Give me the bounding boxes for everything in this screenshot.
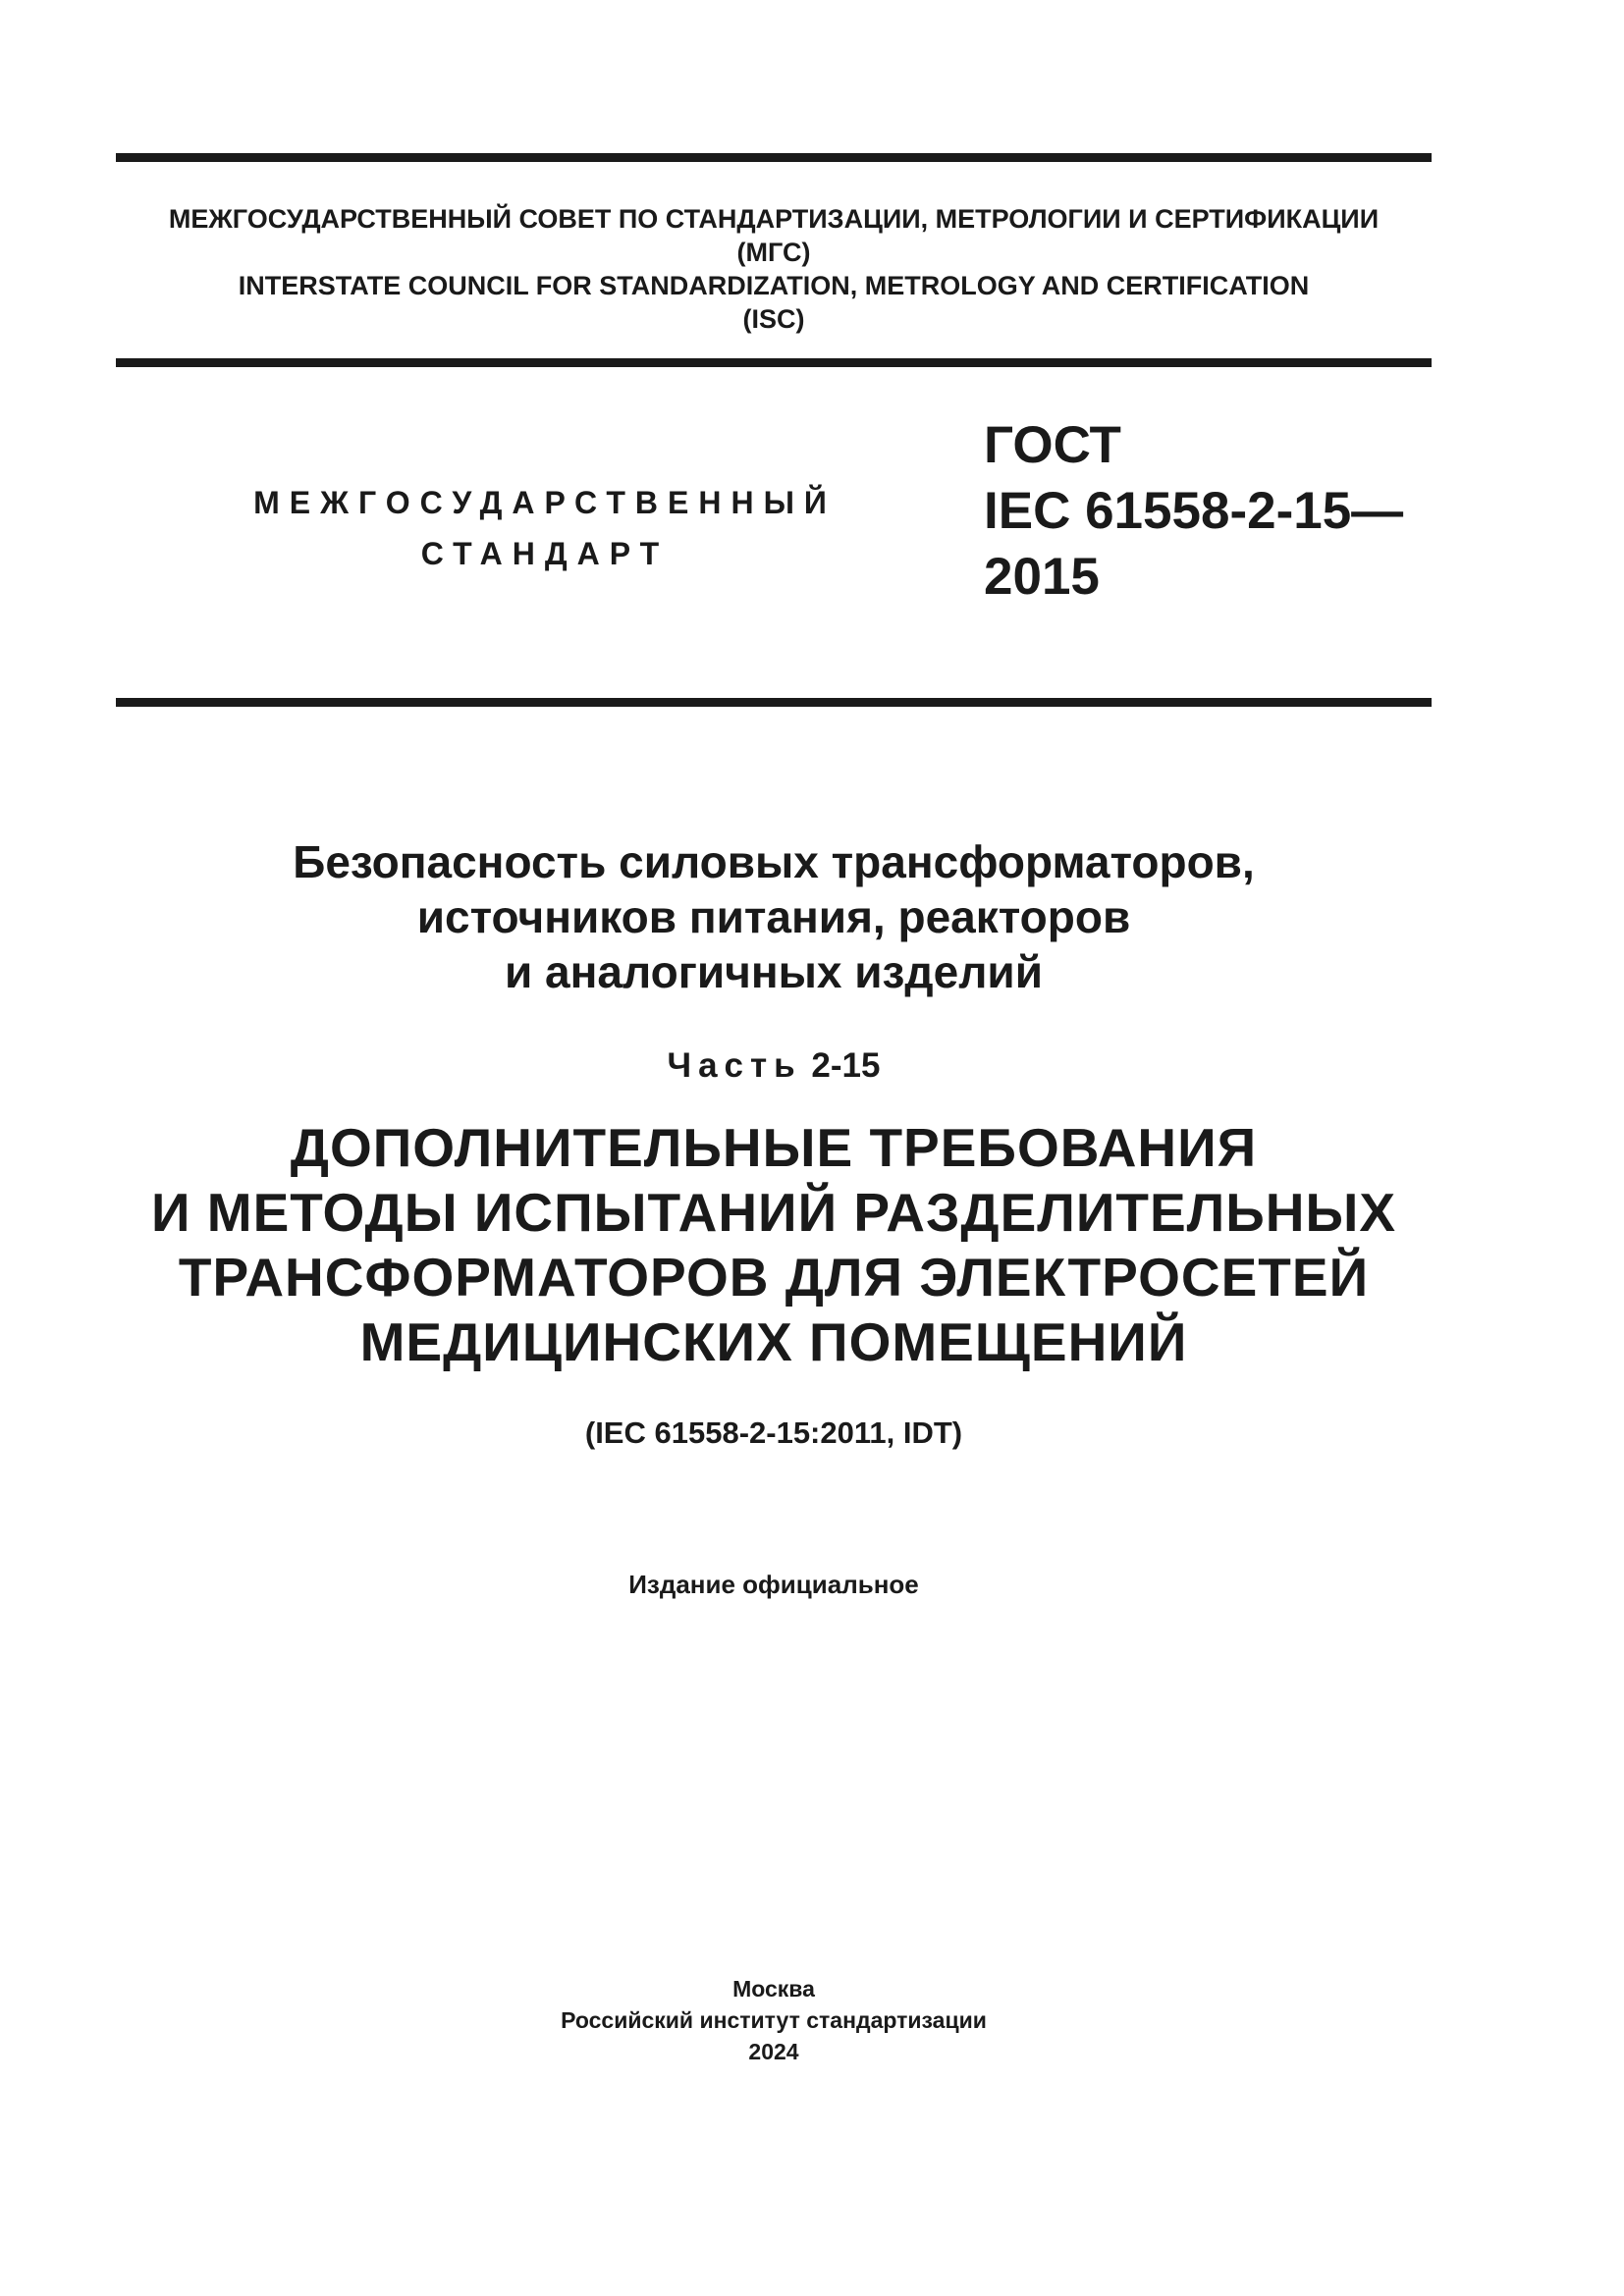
top-rule [116, 153, 1432, 162]
title-line2: источников питания, реакторов [416, 891, 1131, 942]
document-subtitle [116, 1115, 1432, 1374]
part-label [116, 1044, 1432, 1088]
standard-type [196, 477, 893, 579]
imprint-city: Москва [732, 1976, 815, 2002]
imprint [116, 1973, 1432, 2067]
title-line1: Безопасность силовых трансформаторов, [293, 836, 1255, 887]
council-name-ru: МЕЖГОСУДАРСТВЕННЫЙ СОВЕТ ПО СТАНДАРТИЗАЦИИ, МЕТРОЛОГИИ И СЕРТИФИКАЦИИ [168, 204, 1380, 234]
subtitle-line2: И МЕТОДЫ ИСПЫТАНИЙ РАЗДЕЛИТЕЛЬНЫХ [150, 1182, 1397, 1243]
part-word: Часть [667, 1046, 802, 1085]
council-abbr-en: (ISC) [742, 304, 805, 334]
standard-designation [984, 412, 1403, 610]
designation-line1: ГОСТ [984, 416, 1121, 474]
designation-line3: 2015 [984, 548, 1100, 606]
standard-type-line1: МЕЖГОСУДАРСТВЕННЫЙ [253, 485, 837, 520]
part-number: 2-15 [811, 1046, 881, 1085]
iec-reference [116, 1414, 1432, 1453]
iec-reference-text: (IEC 61558-2-15:2011, IDT) [584, 1415, 963, 1450]
document-title [116, 834, 1432, 999]
council-name-en: INTERSTATE COUNCIL FOR STANDARDIZATION, METROLOGY AND CERTIFICATION [238, 271, 1310, 300]
subtitle-line4: МЕДИЦИНСКИХ ПОМЕЩЕНИЙ [359, 1311, 1188, 1372]
header-rule [116, 358, 1432, 367]
standard-type-line2: СТАНДАРТ [420, 536, 670, 571]
subtitle-line1: ДОПОЛНИТЕЛЬНЫЕ ТРЕБОВАНИЯ [290, 1117, 1258, 1178]
imprint-year: 2024 [748, 2039, 799, 2064]
council-abbr-ru: (МГС) [736, 238, 811, 267]
edition-text: Издание официальное [628, 1570, 919, 1599]
council-header [116, 202, 1432, 336]
title-line3: и аналогичных изделий [504, 946, 1043, 997]
subtitle-line3: ТРАНСФОРМАТОРОВ ДЛЯ ЭЛЕКТРОСЕТЕЙ [178, 1247, 1370, 1308]
designation-rule [116, 698, 1432, 707]
designation-line2: IEC 61558-2-15— [984, 482, 1404, 540]
edition-note [116, 1568, 1432, 1601]
imprint-publisher: Российский институт стандартизации [561, 2007, 987, 2033]
